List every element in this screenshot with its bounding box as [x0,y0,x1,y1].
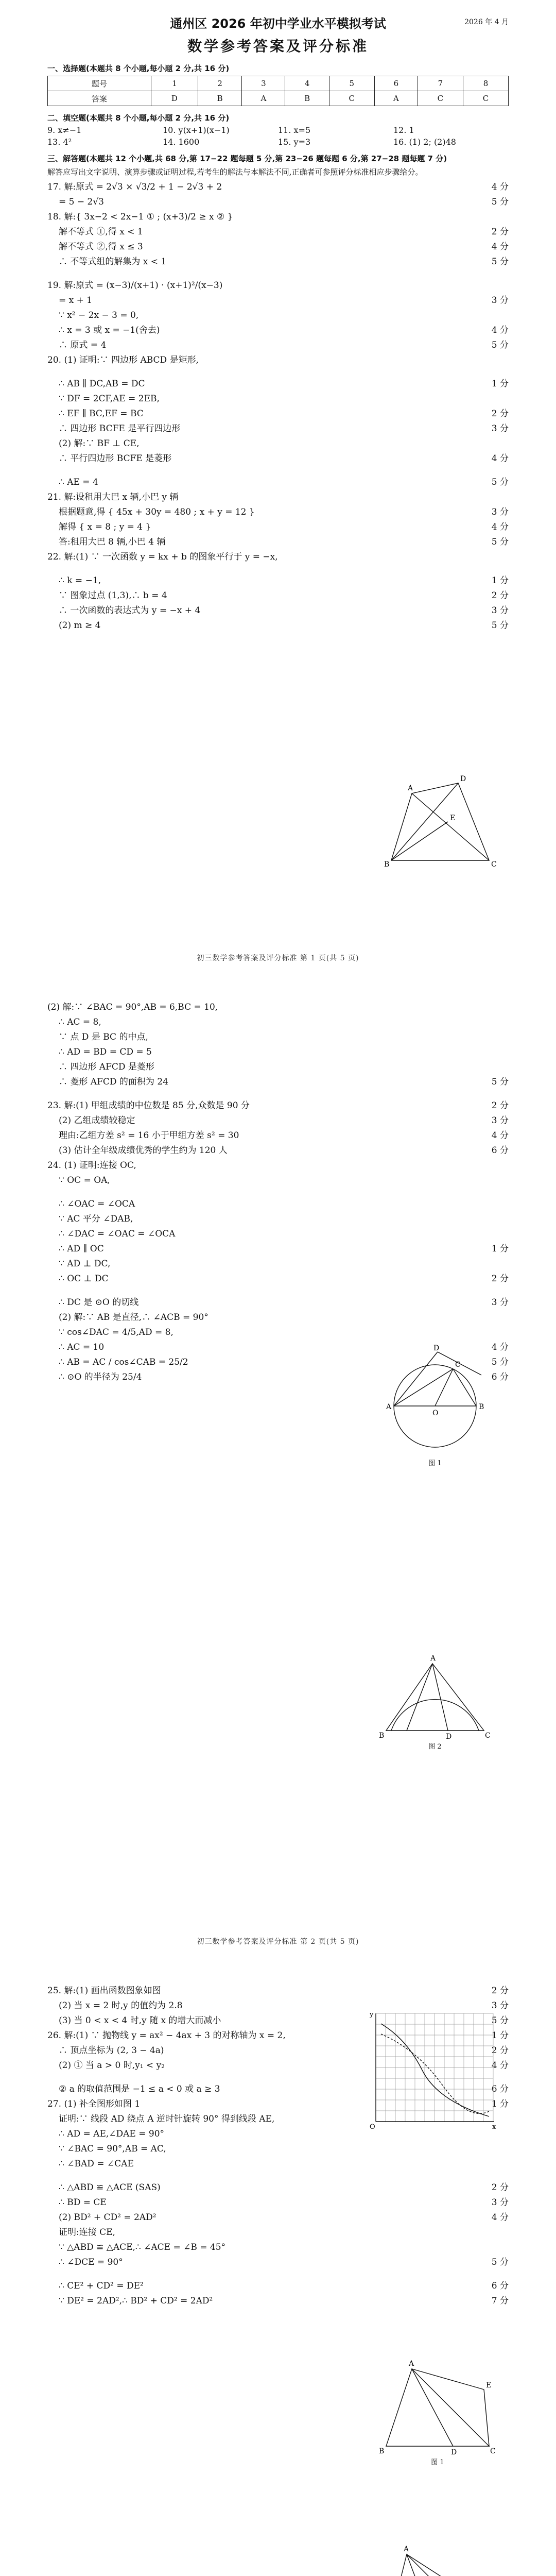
solution-text: 24. (1) 证明:连接 OC, [47,1160,136,1171]
solution-text: ∵ AD ⊥ DC, [59,1259,111,1269]
page-footer: 初三数学参考答案及评分标准 第 2 页(共 5 页) [197,1938,359,1946]
fill-in-item: 16. (1) 2; (2)48 [393,137,456,147]
solution-line [47,2226,509,2239]
score-points: 4 分 [491,522,509,532]
table-cell: A [242,91,285,106]
solution-line [47,279,509,292]
section-3-note: 解答应写出文字说明、演算步骤或证明过程,若考生的解法与本解法不同,正确者可参照评分标准相应步骤给分。 [47,167,423,177]
score-points: 5 分 [491,1357,509,1367]
solution-line [47,353,509,367]
score-points: 4 分 [491,242,509,252]
figure-segment [412,2369,453,2446]
score-points: 5 分 [491,537,509,547]
solution-line [47,1114,509,1127]
solution-line [47,2196,509,2209]
solution-line [47,1174,509,1187]
page-3 [0,1967,556,2576]
solution-text: 20. (1) 证明:∵ 四边形 ABCD 是矩形, [47,355,199,365]
score-points: 2 分 [491,590,509,601]
solution-text: ∴ EF ∥ BC,EF = BC [59,409,144,419]
score-points: 1 分 [491,2030,509,2041]
figure-caption: 图 1 [431,2459,444,2466]
spacer [47,2270,509,2278]
solution-line [47,1015,509,1029]
solution-line [47,1984,509,1997]
solution-line [47,377,509,391]
page-1 [0,0,556,984]
solution-line [47,1099,509,1112]
solution-line [47,2294,509,2308]
solution-text: ∵ DE² = 2AD²,∴ BD² + CD² = 2AD² [59,2296,213,2306]
figure-diagonal [391,783,458,860]
solution-text: ∴ △ABD ≌ △ACE (SAS) [59,2182,161,2193]
solution-text: ∴ CE² + CD² = DE² [59,2281,144,2291]
score-points: 5 分 [491,620,509,631]
score-points: 3 分 [491,1297,509,1308]
score-points: 5 分 [491,2015,509,2026]
score-points: 3 分 [491,423,509,434]
solution-text: ∵ x² − 2x − 3 = 0, [59,310,139,320]
solution-line [47,309,509,322]
score-points: 6 分 [491,1145,509,1156]
fill-in-item: 14. 1600 [163,137,200,147]
solution-line [47,437,509,450]
figure-triangle-2 [376,1653,494,1751]
score-points: 2 分 [491,409,509,419]
solution-text: ② a 的取值范围是 −1 ≤ a < 0 或 a ≥ 3 [59,2084,220,2094]
solution-text: 解得 { x = 8 ; y = 4 } [59,522,151,532]
solution-text: (3) 当 0 < x < 4 时,y 随 x 的增大而减小 [59,2015,221,2026]
solution-text: 18. 解:{ 3x−2 < 2x−1 ① ; (x+3)/2 ≥ x ② } [47,212,233,222]
solution-text: 证明:∵ 线段 AD 绕点 A 逆时针旋转 90° 得到线段 AE, [59,2114,275,2124]
solution-text: ∴ 一次函数的表达式为 y = −x + 4 [59,605,201,616]
score-points: 6 分 [491,2084,509,2094]
solution-line [47,2241,509,2254]
section-1-label: 一、选择题(本题共 8 个小题,每小题 2 分,共 16 分) [47,64,230,73]
score-points: 6 分 [491,1372,509,1382]
solution-lines-page-1 [47,180,509,632]
score-points: 4 分 [491,325,509,335]
figure-outline [391,783,489,860]
score-points: 4 分 [491,2060,509,2071]
solution-text: ∵ ∠BAC = 90°,AB = AC, [59,2144,166,2154]
fill-in-row-1 [47,125,509,135]
solution-text: (3) 估计全年级成绩优秀的学生约为 120 人 [59,1145,228,1156]
solution-text: 26. 解:(1) ∵ 抛物线 y = ax² − 4ax + 3 的对称轴为 x = 2, [47,2030,286,2041]
solution-text: ∵ △ABD ≌ △ACE,∴ ∠ACE = ∠B = 45° [59,2242,226,2252]
spacer [47,368,509,376]
score-points: 3 分 [491,295,509,306]
figure-label: B [479,1403,484,1411]
solution-text: (2) ① 当 a > 0 时,y₁ < y₂ [59,2060,165,2071]
title-row [47,13,509,31]
score-points: 5 分 [491,1077,509,1087]
solution-text: ∴ AB = AC / cos∠CAB = 25/2 [59,1357,188,1367]
figure-rotation-2 [376,2544,499,2576]
score-points: 3 分 [491,2197,509,2208]
solution-line [47,2279,509,2293]
figure-segment [412,2369,484,2389]
solution-text: ∵ OC = OA, [59,1175,110,1185]
figure-label: E [486,2381,492,2389]
solution-line [47,2181,509,2194]
table-cell: 答案 [48,91,151,106]
figure-outline [386,2554,489,2576]
score-points: 1 分 [491,575,509,586]
score-points: 2 分 [491,2045,509,2056]
score-points: 4 分 [491,182,509,192]
fill-in-item: 13. 4² [47,137,72,147]
solution-line [47,535,509,549]
solution-text: = x + 1 [59,295,93,306]
score-points: 5 分 [491,197,509,207]
score-points: 1 分 [491,379,509,389]
fill-in-row-2 [47,137,509,147]
spacer [47,1287,509,1294]
figure-label: D [433,1344,440,1352]
solution-text: (2) 当 x = 2 时,y 的值约为 2.8 [59,2001,183,2011]
solution-text: (2) 解:∵ AB 是直径,∴ ∠ACB = 90° [59,1312,208,1323]
solution-text: ∴ ⊙O 的半径为 25/4 [59,1372,142,1382]
table-cell: 6 [374,76,418,91]
figure-label: A [408,784,413,792]
figure-label: B [379,1732,385,1740]
score-points: 3 分 [491,2001,509,2011]
table-cell: B [198,91,242,106]
figure-label: D [451,2448,457,2456]
table-cell: A [374,91,418,106]
fill-in-item: 10. y(x+1)(x−1) [163,125,230,135]
table-cell: 7 [418,76,463,91]
answer-table-head-row [48,76,509,91]
score-points: 1 分 [491,2099,509,2109]
solution-line [47,452,509,465]
solution-text: ∴ AB ∥ DC,AB = DC [59,379,145,389]
solution-line [47,2142,509,2156]
answer-table-answer-row [48,91,509,106]
solution-line [47,1045,509,1059]
figure-label: A [409,2360,414,2368]
solution-text: ∵ 点 D 是 BC 的中点, [59,1032,148,1042]
solution-text: ∴ DC 是 ⊙O 的切线 [59,1297,139,1308]
solution-line [47,1326,509,1339]
solution-line [47,1001,509,1014]
solution-text: ∴ 原式 = 4 [59,340,107,350]
solution-line [47,1242,509,1256]
solution-line [47,490,509,504]
solution-text: (2) 解:∵ ∠BAC = 90°,AB = 6,BC = 10, [47,1002,218,1012]
figure-graph [366,2008,499,2132]
solution-text: 解不等式 ①,得 x < 1 [59,227,143,237]
exam-title: 通州区 2026 年初中学业水平模拟考试 [170,16,386,31]
fill-in-item: 15. y=3 [278,137,311,147]
solution-text: ∴ ∠OAC = ∠OCA [59,1199,135,1209]
score-points: 2 分 [491,227,509,237]
solution-line [47,520,509,534]
solution-line [47,240,509,253]
solution-text: ∴ AC = 8, [59,1017,101,1027]
solution-line [47,1030,509,1044]
figure-chord [453,1369,476,1406]
spacer [47,2172,509,2179]
solution-text: ∴ OC ⊥ DC [59,1274,109,1284]
solution-text: 25. 解:(1) 画出函数图象如图 [47,1986,161,1996]
solution-line [47,589,509,602]
solution-line [47,1272,509,1285]
solution-text: ∵ DF = 2CF,AE = 2EB, [59,394,160,404]
spacer [47,467,509,474]
figure-caption: 图 1 [428,1460,442,1467]
solution-line [47,1129,509,1142]
solution-line [47,1311,509,1324]
solution-line [47,324,509,337]
fill-in-item: 12. 1 [393,125,414,135]
figure-label: B [384,860,390,869]
table-cell: 4 [285,76,329,91]
solution-line [47,1144,509,1157]
solution-line [47,407,509,420]
score-points: 5 分 [491,340,509,350]
exam-date: 2026 年 4 月 [464,18,509,26]
figure-label: A [430,1654,436,1663]
solution-line [47,225,509,239]
solution-line [47,294,509,307]
solution-text: ∴ ∠BAD = ∠CAE [59,2159,134,2169]
solution-text: (2) BD² + CD² = 2AD² [59,2212,157,2223]
exam-subtitle: 数学参考答案及评分标准 [187,38,369,55]
solution-text: ∴ AD = AE,∠DAE = 90° [59,2129,165,2139]
figure-rotation-1 [376,2359,499,2466]
solution-text: ∴ AC = 10 [59,1342,105,1352]
solution-text: ∴ 平行四边形 BCFE 是菱形 [59,453,172,464]
graph-label: x [492,2123,496,2131]
section-2-label: 二、填空题(本题共 8 个小题,每小题 2 分,共 16 分) [47,113,230,123]
answer-table [47,76,509,106]
solution-line [47,1296,509,1309]
score-points: 4 分 [491,1342,509,1352]
figure-caption: 图 2 [428,1743,442,1751]
solution-text: ∵ cos∠DAC = 4/5,AD = 8, [59,1327,173,1337]
score-points: 4 分 [491,453,509,464]
solution-line [47,619,509,632]
score-points: 7 分 [491,2296,509,2306]
solution-text: ∵ 图象过点 (1,3),∴ b = 4 [59,590,167,601]
table-cell: C [329,91,374,106]
solution-text: ∴ 不等式组的解集为 x < 1 [59,257,167,267]
solution-line [47,1257,509,1270]
fill-in-item: 9. x≠−1 [47,125,82,135]
solution-line [47,195,509,209]
solution-line [47,338,509,352]
spacer [47,565,509,572]
solution-text: (2) 解:∵ BF ⊥ CE, [59,438,140,449]
solution-text: ∴ 菱形 AFCD 的面积为 24 [59,1077,168,1087]
score-points: 1 分 [491,1244,509,1254]
figure-label: E [450,814,456,822]
figure-label: C [490,2447,496,2455]
solution-text: ∴ ∠DAC = ∠OAC = ∠OCA [59,1229,176,1239]
solution-text: (2) m ≥ 4 [59,620,101,631]
score-points: 6 分 [491,2281,509,2291]
solution-line [47,1227,509,1241]
solution-text: 23. 解:(1) 甲组成绩的中位数是 85 分,众数是 90 分 [47,1100,250,1111]
table-cell: D [151,91,198,106]
figure-rectangle [381,773,499,871]
table-cell: 1 [151,76,198,91]
solution-text: 答:租用大巴 8 辆,小巴 4 辆 [59,537,166,547]
graph-label: y [370,2011,374,2019]
score-points: 3 分 [491,605,509,616]
score-points: 2 分 [491,1100,509,1111]
score-points: 2 分 [491,2182,509,2193]
solution-text: 22. 解:(1) ∵ 一次函数 y = kx + b 的图象平行于 y = −x, [47,552,278,562]
solution-text: 解不等式 ②,得 x ≤ 3 [59,242,143,252]
solution-text: ∴ x = 3 或 x = −1(舍去) [59,325,160,335]
fill-in-item: 11. x=5 [278,125,311,135]
figure-label: A [404,2545,409,2553]
solution-line [47,2157,509,2171]
solution-text: 27. (1) 补全图形如图 1 [47,2099,141,2109]
solution-text: 根据题意,得 { 45x + 30y = 480 ; x + y = 12 } [59,507,255,517]
solution-line [47,505,509,519]
solution-text: = 5 − 2√3 [59,197,104,207]
table-cell: C [463,91,508,106]
figure-label: C [491,860,497,869]
solution-text: 21. 解:设租用大巴 x 辆,小巴 y 辆 [47,492,179,502]
score-points: 4 分 [491,1130,509,1141]
spacer [47,1090,509,1097]
solution-line [47,1060,509,1074]
solution-line [47,392,509,405]
solution-line [47,550,509,564]
solution-text: ∴ AD ∥ OC [59,1244,104,1254]
solution-text: ∴ 顶点坐标为 (2, 3 − 4a) [59,2045,164,2056]
solution-line [47,255,509,268]
solution-line [47,574,509,587]
table-cell: 3 [242,76,285,91]
solution-line [47,1075,509,1089]
solution-line [47,1197,509,1211]
solution-text: ∴ ∠DCE = 90° [59,2257,123,2267]
graph-curve [381,2024,489,2116]
solution-line [47,476,509,489]
solution-lines-page-2 [47,1001,509,1393]
table-cell: C [418,91,463,106]
section-3-label: 三、解答题(本题共 12 个小题,共 68 分,第 17−22 题每题 5 分,第 23−26 题每题 6 分,第 27−28 题每题 7 分) [47,154,447,163]
solution-text: ∵ AC 平分 ∠DAB, [59,1214,133,1224]
score-points: 4 分 [491,2212,509,2223]
spacer [47,270,509,277]
table-cell: 5 [329,76,374,91]
solution-text: (2) 乙组成绩较稳定 [59,1115,135,1126]
figure-segment [484,2389,489,2446]
figure-label: A [386,1403,392,1411]
figure-label: C [455,1361,461,1369]
solution-line [47,422,509,435]
solution-line [47,1212,509,1226]
solution-text: 17. 解:原式 = 2√3 × √3/2 + 1 − 2√3 + 2 [47,182,222,192]
solution-line [47,210,509,224]
solution-text: 理由:乙组方差 s² = 16 小于甲组方差 s² = 30 [59,1130,239,1141]
solution-line [47,1159,509,1172]
table-cell: B [285,91,329,106]
page-2 [0,984,556,1967]
figure-circle [376,1344,494,1467]
figure-outline [386,2369,492,2446]
spacer [47,1189,509,1196]
solution-text: ∴ 四边形 BCFE 是平行四边形 [59,423,181,434]
solution-text: ∴ AD = BD = CD = 5 [59,1047,152,1057]
figure-label: B [379,2447,385,2455]
figure-label: O [432,1409,439,1417]
score-points: 3 分 [491,507,509,517]
solution-text: ∴ BD = CE [59,2197,107,2208]
solution-text: 19. 解:原式 = (x−3)/(x+1) · (x+1)²/(x−3) [47,280,223,291]
score-points: 5 分 [491,477,509,487]
solution-line [47,604,509,617]
table-cell: 题号 [48,76,151,91]
score-points: 5 分 [491,2257,509,2267]
solution-text: ∴ AE = 4 [59,477,98,487]
score-points: 3 分 [491,1115,509,1126]
page-footer: 初三数学参考答案及评分标准 第 1 页(共 5 页) [197,954,359,962]
table-cell: 8 [463,76,508,91]
figure-label: C [485,1732,491,1740]
figure-segment [394,1352,438,1406]
solution-line [47,180,509,194]
score-points: 2 分 [491,1274,509,1284]
solution-text: ∴ 四边形 AFCD 是菱形 [59,1062,154,1072]
solution-line [47,2256,509,2269]
solution-line [47,2211,509,2224]
score-points: 2 分 [491,1986,509,1996]
table-cell: 2 [198,76,242,91]
figure-segment [407,1664,432,1731]
figure-label: D [460,775,466,783]
figure-diagonal [412,793,489,860]
solution-text: 证明:连接 CE, [59,2227,115,2238]
solution-text: ∴ k = −1, [59,575,101,586]
score-points: 5 分 [491,257,509,267]
graph-label: O [370,2123,375,2131]
figure-label: D [446,1733,452,1741]
